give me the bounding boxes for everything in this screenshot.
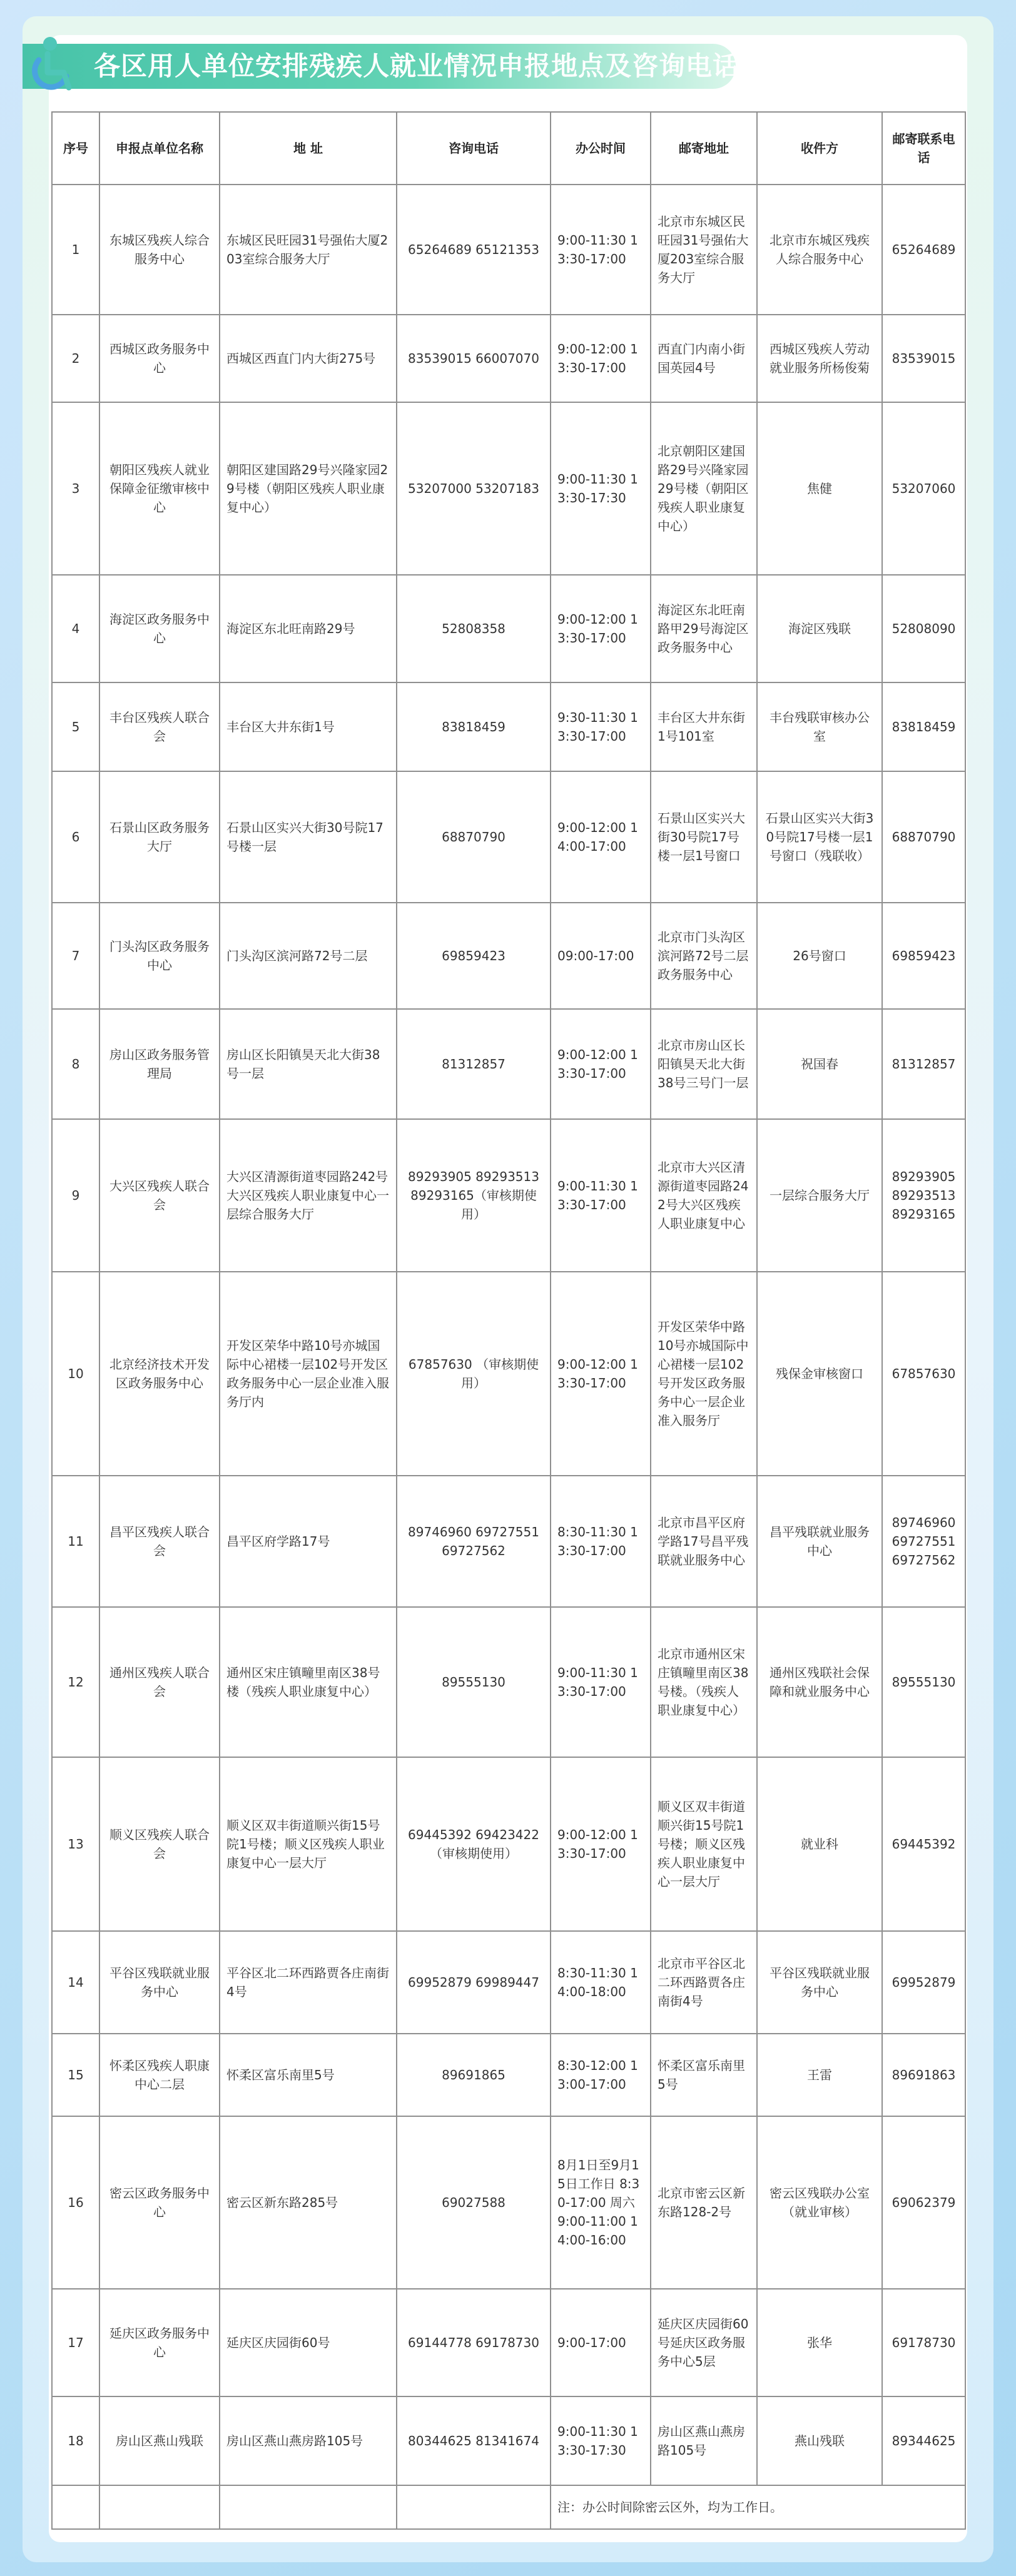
- mail-phone: 89293905 89293513 89293165: [882, 1119, 965, 1272]
- note-spacer: [52, 2485, 99, 2529]
- address: 延庆区庆园街60号: [220, 2289, 397, 2396]
- mail-phone: 53207060: [882, 402, 965, 575]
- note-spacer: [397, 2485, 551, 2529]
- row-number: 10: [52, 1272, 99, 1476]
- office-hours: 8:30-11:30 13:30-17:00: [551, 1476, 651, 1607]
- table-row: [52, 1476, 965, 1607]
- address: 顺义区双丰街道顺兴街15号院1号楼；顺义区残疾人职业康复中心一层大厅: [220, 1757, 397, 1931]
- row-number: 5: [52, 682, 99, 771]
- office-hours: 9:00-11:30 13:30-17:30: [551, 402, 651, 575]
- unit-name: 房山区燕山残联: [99, 2396, 220, 2485]
- row-number: 3: [52, 402, 99, 575]
- unit-name: 朝阳区残疾人就业保障金征缴审核中心: [99, 402, 220, 575]
- row-number: 2: [52, 315, 99, 402]
- row-number: 18: [52, 2396, 99, 2485]
- accessibility-icon: [25, 35, 78, 95]
- unit-name: 通州区残疾人联合会: [99, 1607, 220, 1757]
- mail-phone: 83818459: [882, 682, 965, 771]
- address: 房山区燕山燕房路105号: [220, 2396, 397, 2485]
- row-number: 11: [52, 1476, 99, 1607]
- mail-address: 怀柔区富乐南里5号: [651, 2034, 757, 2116]
- recipient: 通州区残联社会保障和就业服务中心: [757, 1607, 882, 1757]
- address: 门头沟区滨河路72号二层: [220, 903, 397, 1009]
- office-hours: 9:30-11:30 13:30-17:00: [551, 682, 651, 771]
- address: 石景山区实兴大街30号院17号楼一层: [220, 771, 397, 903]
- header-mail-address: 邮寄地址: [651, 112, 757, 185]
- address: 怀柔区富乐南里5号: [220, 2034, 397, 2116]
- recipient: 昌平残联就业服务中心: [757, 1476, 882, 1607]
- footnote: 注：办公时间除密云区外，均为工作日。: [551, 2485, 965, 2529]
- table-row: [52, 1009, 965, 1119]
- consult-phone: 81312857: [397, 1009, 551, 1119]
- address: 通州区宋庄镇疃里南区38号楼（残疾人职业康复中心）: [220, 1607, 397, 1757]
- mail-phone: 83539015: [882, 315, 965, 402]
- office-hours: 9:00-12:00 14:00-17:00: [551, 771, 651, 903]
- header-address: 地 址: [220, 112, 397, 185]
- note-spacer: [99, 2485, 220, 2529]
- mail-address: 开发区荣华中路10号亦城国际中心裙楼一层102号开发区政务服务中心一层企业准入服务厅: [651, 1272, 757, 1476]
- office-hours: 9:00-12:00 13:30-17:00: [551, 315, 651, 402]
- unit-name: 顺义区残疾人联合会: [99, 1757, 220, 1931]
- address: 海淀区东北旺南路29号: [220, 575, 397, 682]
- unit-name: 怀柔区残疾人职康中心二层: [99, 2034, 220, 2116]
- mail-address: 北京市门头沟区滨河路72号二层政务服务中心: [651, 903, 757, 1009]
- unit-name: 北京经济技术开发区政务服务中心: [99, 1272, 220, 1476]
- unit-name: 门头沟区政务服务中心: [99, 903, 220, 1009]
- recipient: 丰台残联审核办公室: [757, 682, 882, 771]
- address: 昌平区府学路17号: [220, 1476, 397, 1607]
- page-title: 各区用人单位安排残疾人就业情况申报地点及咨询电话: [94, 51, 740, 81]
- table-row: [52, 2289, 965, 2396]
- table-row: [52, 1931, 965, 2034]
- table-row: [52, 575, 965, 682]
- mail-address: 房山区燕山燕房路105号: [651, 2396, 757, 2485]
- recipient: 就业科: [757, 1757, 882, 1931]
- consult-phone: 83539015 66007070: [397, 315, 551, 402]
- table-row: [52, 402, 965, 575]
- recipient: 密云区残联办公室（就业审核）: [757, 2116, 882, 2289]
- recipient: 焦健: [757, 402, 882, 575]
- mail-phone: 69445392: [882, 1757, 965, 1931]
- recipient: 平谷区残联就业服务中心: [757, 1931, 882, 2034]
- address: 丰台区大井东街1号: [220, 682, 397, 771]
- unit-name: 密云区政务服务中心: [99, 2116, 220, 2289]
- recipient: 祝国春: [757, 1009, 882, 1119]
- unit-name: 大兴区残疾人联合会: [99, 1119, 220, 1272]
- consult-phone: 67857630 （审核期使用）: [397, 1272, 551, 1476]
- mail-phone: 68870790: [882, 771, 965, 903]
- mail-address: 北京市房山区长阳镇昊天北大街38号三号门一层: [651, 1009, 757, 1119]
- consult-phone: 89746960 69727551 69727562: [397, 1476, 551, 1607]
- row-number: 9: [52, 1119, 99, 1272]
- office-hours: 09:00-17:00: [551, 903, 651, 1009]
- address: 平谷区北二环西路贾各庄南街4号: [220, 1931, 397, 2034]
- recipient: 王雷: [757, 2034, 882, 2116]
- table-row: [52, 1757, 965, 1931]
- recipient: 残保金审核窗口: [757, 1272, 882, 1476]
- unit-name: 海淀区政务服务中心: [99, 575, 220, 682]
- address: 房山区长阳镇昊天北大街38号一层: [220, 1009, 397, 1119]
- table-row: [52, 903, 965, 1009]
- header-hours: 办公时间: [551, 112, 651, 185]
- office-hours: 9:00-17:00: [551, 2289, 651, 2396]
- row-number: 12: [52, 1607, 99, 1757]
- mail-address: 顺义区双丰街道顺兴街15号院1号楼；顺义区残疾人职业康复中心一层大厅: [651, 1757, 757, 1931]
- consult-phone: 69445392 69423422（审核期使用）: [397, 1757, 551, 1931]
- mail-address: 北京市大兴区清源街道枣园路242号大兴区残疾人职业康复中心: [651, 1119, 757, 1272]
- table-row: [52, 2034, 965, 2116]
- consult-phone: 89555130: [397, 1607, 551, 1757]
- table-row: [52, 1607, 965, 1757]
- unit-name: 石景山区政务服务大厅: [99, 771, 220, 903]
- row-number: 14: [52, 1931, 99, 2034]
- address: 朝阳区建国路29号兴隆家园29号楼（朝阳区残疾人职业康复中心）: [220, 402, 397, 575]
- mail-phone: 69178730: [882, 2289, 965, 2396]
- mail-address: 北京市密云区新东路128-2号: [651, 2116, 757, 2289]
- mail-address: 北京市东城区民旺园31号强佑大厦203室综合服务大厅: [651, 185, 757, 315]
- address: 密云区新东路285号: [220, 2116, 397, 2289]
- mail-address: 北京市通州区宋庄镇疃里南区38号楼。（残疾人职业康复中心）: [651, 1607, 757, 1757]
- mail-phone: 65264689: [882, 185, 965, 315]
- header-phone: 咨询电话: [397, 112, 551, 185]
- recipient: 张华: [757, 2289, 882, 2396]
- mail-phone: 89691863: [882, 2034, 965, 2116]
- consult-phone: 65264689 65121353: [397, 185, 551, 315]
- mail-phone: 81312857: [882, 1009, 965, 1119]
- office-hours: 8:30-11:30 14:00-18:00: [551, 1931, 651, 2034]
- office-hours: 9:00-11:30 13:30-17:30: [551, 2396, 651, 2485]
- mail-address: 丰台区大井东街1号101室: [651, 682, 757, 771]
- table-row: [52, 682, 965, 771]
- table-row: [52, 185, 965, 315]
- recipient: 石景山区实兴大街30号院17号楼一层1号窗口（残联收）: [757, 771, 882, 903]
- recipient: 西城区残疾人劳动就业服务所杨俊菊: [757, 315, 882, 402]
- recipient: 北京市东城区残疾人综合服务中心: [757, 185, 882, 315]
- consult-phone: 53207000 53207183: [397, 402, 551, 575]
- unit-name: 昌平区残疾人联合会: [99, 1476, 220, 1607]
- table-row: [52, 1119, 965, 1272]
- unit-name: 丰台区残疾人联合会: [99, 682, 220, 771]
- mail-address: 石景山区实兴大街30号院17号楼一层1号窗口: [651, 771, 757, 903]
- row-number: 4: [52, 575, 99, 682]
- mail-phone: 69859423: [882, 903, 965, 1009]
- office-hours: 9:00-11:30 13:30-17:00: [551, 1119, 651, 1272]
- table-row: [52, 771, 965, 903]
- header-no: 序号: [52, 112, 99, 185]
- office-hours: 9:00-12:00 13:30-17:00: [551, 575, 651, 682]
- table-header-row: [52, 112, 965, 185]
- row-number: 8: [52, 1009, 99, 1119]
- header-recipient: 收件方: [757, 112, 882, 185]
- address: 开发区荣华中路10号亦城国际中心裙楼一层102号开发区政务服务中心一层企业准入服务厅内: [220, 1272, 397, 1476]
- consult-phone: 69952879 69989447: [397, 1931, 551, 2034]
- consult-phone: 89691865: [397, 2034, 551, 2116]
- office-hours: 9:00-11:30 13:30-17:00: [551, 1607, 651, 1757]
- note-spacer: [220, 2485, 397, 2529]
- consult-phone: 83818459: [397, 682, 551, 771]
- mail-phone: 89344625: [882, 2396, 965, 2485]
- mail-address: 北京市昌平区府学路17号昌平残联就业服务中心: [651, 1476, 757, 1607]
- office-hours: 9:00-12:00 13:30-17:00: [551, 1009, 651, 1119]
- address: 大兴区清源街道枣园路242号大兴区残疾人职业康复中心一层综合服务大厅: [220, 1119, 397, 1272]
- mail-address: 北京市平谷区北二环西路贾各庄南街4号: [651, 1931, 757, 2034]
- office-hours: 9:00-12:00 13:30-17:00: [551, 1757, 651, 1931]
- row-number: 1: [52, 185, 99, 315]
- office-hours: 9:00-11:30 13:30-17:00: [551, 185, 651, 315]
- row-number: 13: [52, 1757, 99, 1931]
- unit-name: 房山区政务服务管理局: [99, 1009, 220, 1119]
- row-number: 15: [52, 2034, 99, 2116]
- consult-phone: 69144778 69178730: [397, 2289, 551, 2396]
- recipient: 26号窗口: [757, 903, 882, 1009]
- table-row: [52, 2396, 965, 2485]
- mail-address: 北京朝阳区建国路29号兴隆家园29号楼（朝阳区残疾人职业康复中心）: [651, 402, 757, 575]
- address: 西城区西直门内大街275号: [220, 315, 397, 402]
- recipient: 一层综合服务大厅: [757, 1119, 882, 1272]
- unit-name: 西城区政务服务中心: [99, 315, 220, 402]
- consult-phone: 68870790: [397, 771, 551, 903]
- row-number: 16: [52, 2116, 99, 2289]
- mail-address: 西直门内南小街国英园4号: [651, 315, 757, 402]
- mail-phone: 89555130: [882, 1607, 965, 1757]
- mail-phone: 69952879: [882, 1931, 965, 2034]
- note-row: [52, 2485, 965, 2529]
- mail-address: 海淀区东北旺南路甲29号海淀区政务服务中心: [651, 575, 757, 682]
- row-number: 6: [52, 771, 99, 903]
- mail-address: 延庆区庆园街60号延庆区政务服务中心5层: [651, 2289, 757, 2396]
- table-row: [52, 315, 965, 402]
- unit-name: 东城区残疾人综合服务中心: [99, 185, 220, 315]
- header-mail-phone: 邮寄联系电话: [882, 112, 965, 185]
- recipient: 燕山残联: [757, 2396, 882, 2485]
- office-hours: 8:30-12:00 13:00-17:00: [551, 2034, 651, 2116]
- table-row: [52, 2116, 965, 2289]
- unit-name: 延庆区政务服务中心: [99, 2289, 220, 2396]
- table-row: [52, 1272, 965, 1476]
- consult-phone: 69027588: [397, 2116, 551, 2289]
- office-hours: 8月1日至9月15日工作日 8:30-17:00 周六 9:00-11:00 14:00-16:00: [551, 2116, 651, 2289]
- mail-phone: 89746960 69727551 69727562: [882, 1476, 965, 1607]
- header-unit: 申报点单位名称: [99, 112, 220, 185]
- consult-phone: 69859423: [397, 903, 551, 1009]
- row-number: 17: [52, 2289, 99, 2396]
- mail-phone: 69062379: [882, 2116, 965, 2289]
- consult-phone: 80344625 81341674: [397, 2396, 551, 2485]
- consult-phone: 89293905 89293513 89293165（审核期使用）: [397, 1119, 551, 1272]
- recipient: 海淀区残联: [757, 575, 882, 682]
- mail-phone: 67857630: [882, 1272, 965, 1476]
- mail-phone: 52808090: [882, 575, 965, 682]
- consult-phone: 52808358: [397, 575, 551, 682]
- office-hours: 9:00-12:00 13:30-17:00: [551, 1272, 651, 1476]
- reporting-locations-table: [51, 111, 966, 2530]
- address: 东城区民旺园31号强佑大厦203室综合服务大厅: [220, 185, 397, 315]
- row-number: 7: [52, 903, 99, 1009]
- unit-name: 平谷区残联就业服务中心: [99, 1931, 220, 2034]
